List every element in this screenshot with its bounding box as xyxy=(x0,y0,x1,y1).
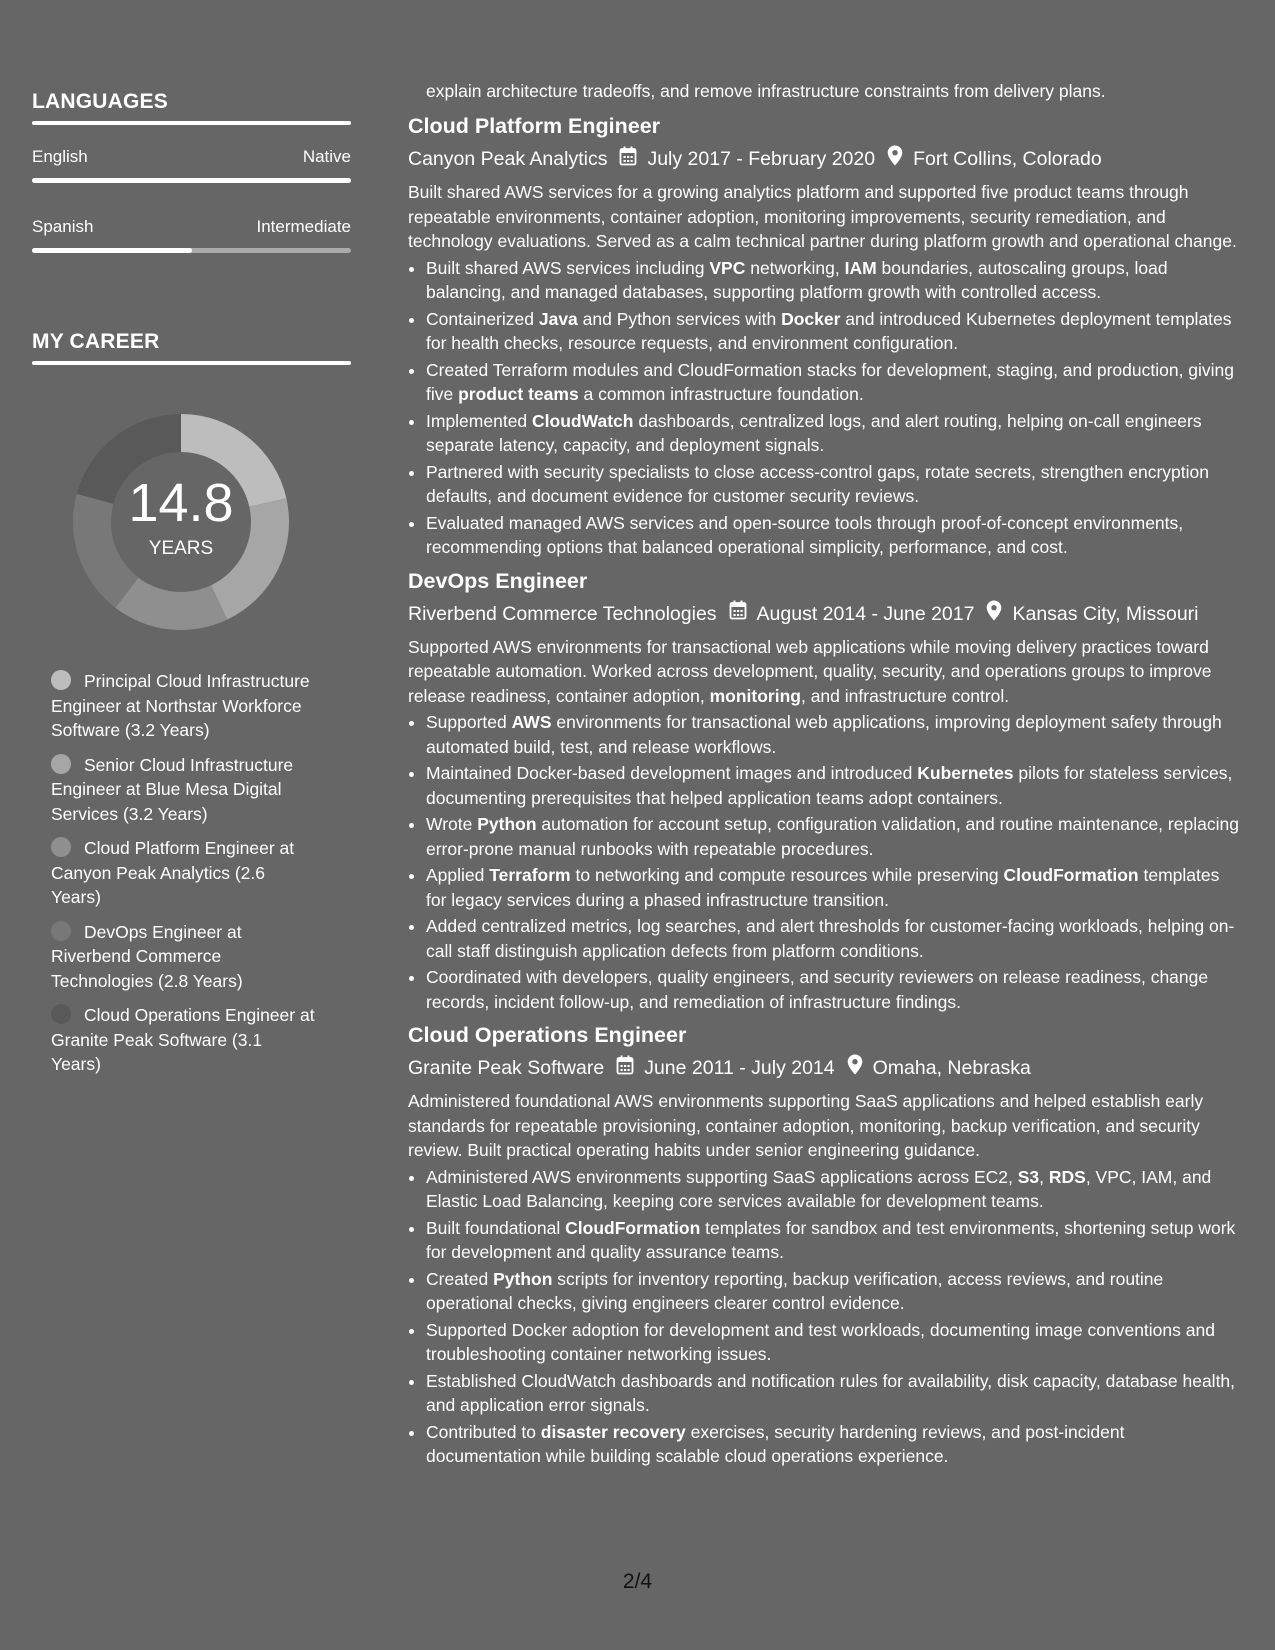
job-title: DevOps Engineer xyxy=(408,568,588,593)
bullet-text: Built foundational xyxy=(426,1217,566,1238)
job-bullet xyxy=(426,914,1240,963)
career-legend-item xyxy=(51,1003,316,1077)
bullet-bold: Kubernetes xyxy=(917,763,1014,783)
job-bullet xyxy=(426,1267,1240,1316)
legend-label: Principal Cloud Infrastructure Engineer at Northstar Workforce Software (3.2 Years) xyxy=(51,671,310,740)
summary-text: Supported AWS environments for transactional web applications while moving delivery practices toward repeatable automation. Worked across development, quality, security, and operations groups to improve release readiness, container adoption, xyxy=(408,636,1212,706)
job-bullet xyxy=(426,409,1240,458)
job-bullet xyxy=(426,761,1240,810)
bullet-bold: VPC xyxy=(709,257,746,278)
company-name: Canyon Peak Analytics xyxy=(408,148,608,170)
job-location: Kansas City, Missouri xyxy=(1012,602,1199,625)
job-entry xyxy=(408,568,1240,1015)
location-pin-icon xyxy=(887,145,903,173)
bullet-text: environments for transactional web applications, improving deployment safety through automated build, test, and release workflows. xyxy=(426,712,1222,757)
bullet-text: Added centralized metrics, log searches, and alert thresholds for customer-facing workloads, helping on-call staff distinguish application defects from platform conditions. xyxy=(426,916,1235,961)
legend-dot-icon xyxy=(51,754,71,774)
bullet-bold: Terraform xyxy=(489,865,571,885)
job-bullet xyxy=(426,511,1240,560)
bullet-text: to networking and compute resources while preserving xyxy=(570,865,1004,885)
bullet-text: Coordinated with developers, quality engineers, and security reviewers on release readiness, change records, incident follow-up, and remediation of infrastructure findings. xyxy=(426,967,1209,1012)
job-meta xyxy=(408,600,1240,628)
bullet-bold: disaster recovery xyxy=(540,1421,686,1442)
career-legend xyxy=(32,669,351,1077)
job-dates: June 2011 - July 2014 xyxy=(644,1057,835,1079)
bullet-bold: IAM xyxy=(844,257,877,278)
bullet-text: Applied xyxy=(426,865,490,885)
bullet-text: dashboards, centralized logs, and alert routing, helping on-call engineers separate latency, capacity, and deployment signals. xyxy=(426,410,1202,455)
language-name: English xyxy=(32,147,88,166)
job-bullet xyxy=(426,1318,1240,1367)
job-bullet xyxy=(426,358,1240,407)
career-section xyxy=(32,330,351,1087)
bullet-text: Established CloudWatch dashboards and notification rules for availability, disk capacity, database health, and application error signals. xyxy=(426,1370,1236,1415)
bullet-text: Evaluated managed AWS services and open-source tools through proof-of-concept environments, recommending options that balanced operational simplicity, performance, and cost. xyxy=(426,512,1184,557)
page-number: 2/4 xyxy=(622,1570,653,1593)
job-entry xyxy=(408,113,1240,560)
continued-bullet-text: explain architecture tradeoffs, and remove infrastructure constraints from delivery plans. xyxy=(426,81,1106,101)
language-item xyxy=(32,217,351,253)
career-legend-item xyxy=(51,920,316,994)
job-dates: August 2014 - June 2017 xyxy=(756,602,975,625)
bullet-text: Wrote xyxy=(426,814,478,834)
company-name: Riverbend Commerce Technologies xyxy=(408,602,717,625)
bullet-text: Supported Docker adoption for development and test workloads, documenting image conventions and troubleshooting container networking issues. xyxy=(426,1319,1215,1364)
calendar-icon xyxy=(729,600,747,627)
bullet-text: Contributed to xyxy=(426,1421,541,1442)
job-bullet xyxy=(426,1369,1240,1418)
career-legend-item xyxy=(51,753,316,827)
bullet-text: Containerized xyxy=(426,308,539,329)
legend-dot-icon xyxy=(51,1004,71,1024)
legend-label: DevOps Engineer at Riverbend Commerce Technologies (2.8 Years) xyxy=(51,921,243,991)
bullet-bold: S3 xyxy=(1017,1166,1040,1187)
bullet-bold: CloudWatch xyxy=(532,410,634,431)
job-summary xyxy=(408,635,1240,709)
job-bullets xyxy=(408,1165,1240,1469)
legend-dot-icon xyxy=(51,837,71,857)
bullet-text: Administered AWS environments supporting SaaS applications across EC2, xyxy=(426,1166,1018,1187)
job-bullet xyxy=(426,1165,1240,1214)
bullet-bold: product teams xyxy=(458,384,579,404)
location-pin-icon xyxy=(847,1054,863,1082)
job-meta xyxy=(408,1054,1240,1082)
bullet-text: scripts for inventory reporting, backup verification, access reviews, and routine operational checks, giving engineers clearer control evidence. xyxy=(426,1268,1164,1313)
bullet-text: and introduced Kubernetes deployment templates for health checks, resource requests, and environment configuration. xyxy=(426,308,1232,353)
job-bullet xyxy=(426,710,1240,759)
location-pin-icon xyxy=(986,600,1002,628)
bullet-text: a common infrastructure foundation. xyxy=(578,384,864,404)
career-divider xyxy=(32,361,351,365)
bullet-text: Maintained Docker-based development images and introduced xyxy=(426,763,918,783)
bullet-bold: Python xyxy=(477,814,537,834)
bullet-text: Created xyxy=(426,1268,494,1289)
company-name: Granite Peak Software xyxy=(408,1057,605,1079)
experience-column xyxy=(408,79,1240,1477)
job-bullet xyxy=(426,256,1240,305)
job-bullet xyxy=(426,1216,1240,1265)
legend-label: Cloud Platform Engineer at Canyon Peak Analytics (2.6 Years) xyxy=(51,838,295,907)
bullet-text: Supported xyxy=(426,712,512,732)
job-title: Cloud Platform Engineer xyxy=(408,114,661,138)
sidebar xyxy=(32,90,351,1074)
languages-heading: LANGUAGES xyxy=(32,90,168,113)
bullet-text: Created Terraform modules and CloudFormation stacks for development, staging, and production, giving five xyxy=(426,359,1235,404)
calendar-icon xyxy=(616,1055,634,1082)
bullet-text: Built shared AWS services including xyxy=(426,257,710,278)
job-bullet xyxy=(426,460,1240,509)
career-legend-item xyxy=(51,669,316,743)
job-summary: Administered foundational AWS environments supporting SaaS applications and helped establish early standards for repeatable provisioning, container adoption, monitoring, backup verification, and security review. Built practical operating habits under senior engineering guidance. xyxy=(408,1091,1204,1160)
bullet-text: automation for account setup, configuration validation, and routine maintenance, replacing error-prone manual runbooks with repeatable procedures. xyxy=(426,814,1239,859)
bullet-text: Implemented xyxy=(426,410,533,431)
career-heading: MY CAREER xyxy=(32,330,160,353)
language-name: Spanish xyxy=(32,217,94,236)
bullet-text: , VPC, IAM, and Elastic Load Balancing, keeping core services available for development teams. xyxy=(426,1166,1212,1211)
legend-dot-icon xyxy=(51,921,71,941)
legend-dot-icon xyxy=(51,670,71,690)
job-bullet xyxy=(426,1420,1240,1469)
legend-label: Senior Cloud Infrastructure Engineer at Blue Mesa Digital Services (3.2 Years) xyxy=(51,754,294,824)
bullet-bold: Docker xyxy=(781,308,841,329)
job-entry xyxy=(408,1022,1240,1469)
job-meta xyxy=(408,145,1240,173)
language-level: Native xyxy=(302,147,351,166)
bullet-text: boundaries, autoscaling groups, load balancing, and managed databases, supporting platform growth with controlled access. xyxy=(426,257,1168,302)
bullet-text: templates for sandbox and test environments, shortening setup work for development and quality assurance teams. xyxy=(426,1217,1236,1262)
job-bullet xyxy=(426,965,1240,1014)
job-dates: July 2017 - February 2020 xyxy=(647,148,876,170)
job-summary: Built shared AWS services for a growing analytics platform and supported five product teams through repeatable environments, container adoption, monitoring improvements, security remediation, and technology evaluations. Served as a calm technical partner during platform growth and operational change. xyxy=(408,182,1237,251)
bullet-bold: CloudFormation xyxy=(1003,865,1139,885)
job-bullet xyxy=(426,307,1240,356)
job-bullets xyxy=(408,710,1240,1014)
total-years-unit: YEARS xyxy=(148,538,214,559)
donut-center xyxy=(66,407,296,637)
language-level: Intermediate xyxy=(256,217,351,236)
job-bullet xyxy=(426,863,1240,912)
summary-bold: monitoring xyxy=(709,685,801,706)
job-location: Fort Collins, Colorado xyxy=(913,148,1102,170)
language-item xyxy=(32,147,351,183)
job-bullets xyxy=(408,256,1240,560)
bullet-bold: AWS xyxy=(511,712,552,732)
bullet-bold: Java xyxy=(538,308,578,329)
bullet-bold: RDS xyxy=(1048,1166,1086,1187)
bullet-text: and Python services with xyxy=(577,308,782,329)
bullet-text: , xyxy=(1039,1166,1049,1187)
bullet-bold: CloudFormation xyxy=(565,1217,701,1238)
language-proficiency-fill xyxy=(32,248,192,253)
job-bullet xyxy=(426,812,1240,861)
bullet-text: exercises, security hardening reviews, and post-incident documentation while building scalable cloud operations experience. xyxy=(426,1421,1125,1466)
legend-label: Cloud Operations Engineer at Granite Peak Software (3.1 Years) xyxy=(51,1005,315,1074)
total-years-value: 14.8 xyxy=(128,473,234,533)
bullet-text: templates for legacy services during a phased infrastructure transition. xyxy=(426,865,1220,910)
language-proficiency-fill xyxy=(32,178,351,183)
job-title: Cloud Operations Engineer xyxy=(408,1023,687,1047)
job-list xyxy=(408,113,1240,1469)
bullet-bold: Python xyxy=(493,1268,553,1289)
bullet-text: pilots for stateless services, documenting prerequisites that helped application teams adopt containers. xyxy=(426,763,1233,808)
job-location: Omaha, Nebraska xyxy=(872,1057,1031,1079)
career-legend-item xyxy=(51,836,316,910)
bullet-text: Partnered with security specialists to close access-control gaps, rotate secrets, strengthen encryption defaults, and document evidence for customer security reviews. xyxy=(426,461,1210,506)
language-proficiency-bar xyxy=(32,248,351,253)
bullet-text: networking, xyxy=(745,257,845,278)
career-donut-chart xyxy=(66,407,296,637)
languages-divider xyxy=(32,121,351,125)
summary-text: , and infrastructure control. xyxy=(800,685,1010,706)
calendar-icon xyxy=(619,146,637,173)
language-proficiency-bar xyxy=(32,178,351,183)
